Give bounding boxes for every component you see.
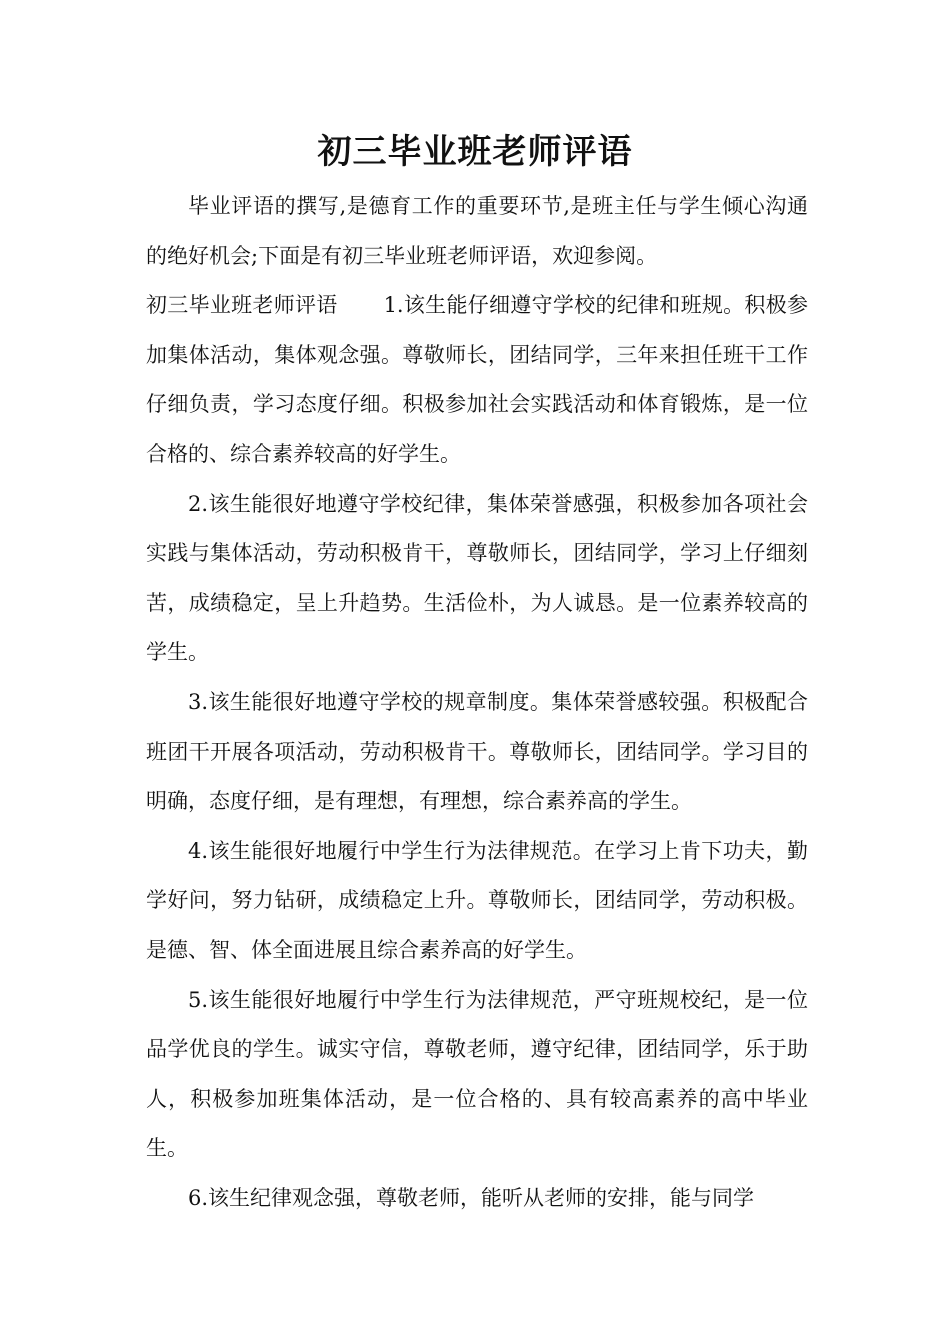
comment-paragraph-6: 6.该生纪律观念强，尊敬老师，能听从老师的安排，能与同学 — [188, 1185, 755, 1210]
comment-paragraph-3: 3.该生能很好地遵守学校的规章制度。集体荣誉感较强。积极配合班团干开展各项活动，劳动积极肯干。尊敬师长，团结同学。学习目的明确，态度仔细，是有理想，有理想，综合素养高的学生。 — [146, 689, 808, 814]
document-body — [146, 182, 808, 1223]
section-heading: 初三毕业班老师评语 — [146, 293, 338, 318]
comment-paragraph-5: 5.该生能很好地履行中学生行为法律规范，严守班规校纪，是一位品学优良的学生。诚实守信，尊敬老师，遵守纪律，团结同学，乐于助人，积极参加班集体活动，是一位合格的、具有较高素养的高中毕业生。 — [146, 987, 808, 1161]
page-title: 初三毕业班老师评语 — [317, 132, 633, 172]
comment-paragraph-4: 4.该生能很好地履行中学生行为法律规范。在学习上肯下功夫，勤学好问，努力钻研，成绩稳定上升。尊敬师长，团结同学，劳动积极。是德、智、体全面进展且综合素养高的好学生。 — [146, 838, 808, 962]
comment-text-1: 1.该生能仔细遵守学校的纪律和班规。积极参加集体活动，集体观念强。尊敬师长，团结同学，三年来担任班干工作仔细负责，学习态度仔细。积极参加社会实践活动和体育锻炼，是一位合格的、综合素养较高的好学生。 — [146, 293, 808, 466]
comment-paragraph-1 — [146, 281, 808, 479]
intro-paragraph: 毕业评语的撰写,是德育工作的重要环节,是班主任与学生倾心沟通的绝好机会;下面是有初三毕业班老师评语，欢迎参阅。 — [146, 194, 808, 268]
comment-paragraph-2: 2.该生能很好地遵守学校纪律，集体荣誉感强，积极参加各项社会实践与集体活动，劳动积极肯干，尊敬师长，团结同学，学习上仔细刻苦，成绩稳定，呈上升趋势。生活俭朴，为人诚恳。是一位素养较高的学生。 — [146, 491, 808, 665]
